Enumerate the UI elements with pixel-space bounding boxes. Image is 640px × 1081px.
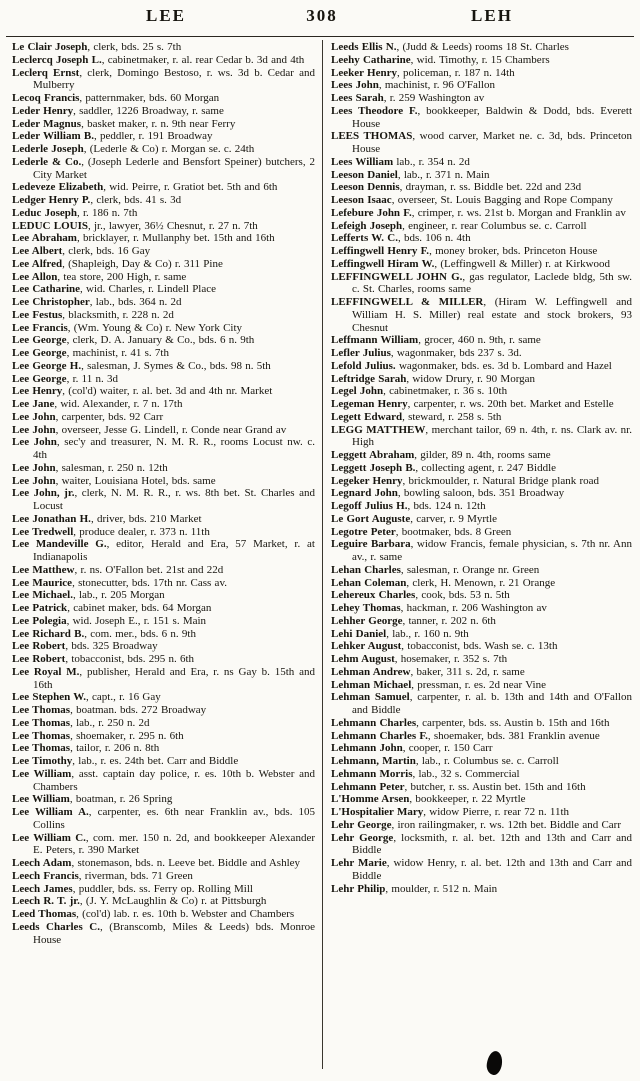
directory-entry: Lehmann Morris, lab., 32 s. Commercial (331, 767, 520, 780)
directory-entry: Leech Adam, stonemason, bds. n. Leeve bet. Biddle and Ashley (12, 857, 301, 869)
directory-entry: Lee Jonathan H., driver, bds. 210 Market (12, 512, 202, 525)
directory-entry: Lee William C., com. mer. 150 n. 2d, and bookkeeper Alexander E. Peters, r. 390 Market (12, 831, 315, 857)
directory-entry: Lee Christopher, lab., bds. 364 n. 2d (12, 296, 182, 308)
entry-name: Lehereux Charles (331, 589, 416, 602)
entry-name: Lee Patrick (12, 602, 68, 614)
directory-entry: Lee George H., salesman, J. Symes & Co., bds. 98 n. 5th (12, 359, 271, 372)
directory-entry: Lee William, asst. captain day police, r. es. 10th b. Webster and Chambers (12, 767, 315, 793)
entry-name: Lee George (12, 372, 67, 385)
entry-name: Lee Robert (12, 640, 66, 653)
entry-name: Leffingwell Henry F. (331, 245, 430, 257)
directory-entry: Lee Maurice, stonecutter, bds. 17th nr. Cass av. (12, 576, 227, 589)
entry-name: Lee Allon (12, 270, 58, 283)
entry-name: Legoff Julius H. (331, 500, 408, 512)
directory-entry: Lehr Marie, widow Henry, r. al. bet. 12th and 13th and Carr and Biddle (331, 857, 632, 882)
directory-entry: Lee Patrick, cabinet maker, bds. 64 Morgan (12, 602, 212, 614)
directory-entry: Lees Sarah, r. 259 Washington av (331, 92, 485, 104)
directory-entry: Lees John, machinist, r. 96 O'Fallon (331, 79, 495, 92)
right-column (331, 41, 632, 1077)
directory-entry: Lederle & Co., (Joseph Lederle and Bensfort Speiner) butchers, 2 City Market (12, 155, 315, 181)
directory-entry: Leggett Joseph B., collecting agent, r. 247 Biddle (331, 461, 557, 474)
entry-name: Lee George (12, 334, 67, 347)
directory-entry: Legeman Henry, carpenter, r. ws. 20th bet. Market and Estelle (331, 398, 614, 410)
entry-name: Leech James (12, 882, 73, 895)
entry-name: Lehher George (331, 614, 403, 627)
directory-entry: Legel John, cabinetmaker, r. 36 s. 10th (331, 385, 508, 398)
entry-name: Lehey Thomas (331, 602, 401, 614)
directory-entry: LEES THOMAS, wood carver, Market ne. c. 3d, bds. Princeton House (331, 130, 632, 155)
entry-name: LEGG MATTHEW (331, 423, 426, 436)
directory-entry: Lee Timothy, lab., r. es. 24th bet. Carr and Biddle (12, 755, 239, 767)
directory-entry: Lee George, machinist, r. 41 s. 7th (12, 347, 169, 359)
entry-name: Lehman Andrew (331, 665, 411, 678)
directory-entry: Lehmann Charles, carpenter, bds. ss. Austin b. 15th and 16th (331, 716, 610, 729)
entry-name: Leeson Daniel (331, 168, 398, 181)
entry-name: Lee Francis (12, 321, 68, 334)
entry-name: Lee Timothy (12, 755, 73, 767)
entry-name: Lee William A. (12, 806, 89, 818)
directory-entry: Lehan Coleman, clerk, H. Menown, r. 21 Orange (331, 576, 556, 589)
directory-entry: Leech R. T. jr., (J. Y. McLaughlin & Co) r. at Pittsburgh (12, 895, 267, 908)
entry-name: Leftridge Sarah (331, 372, 407, 385)
directory-entry: Lee George, clerk, D. A. January & Co., bds. 6 n. 9th (12, 334, 255, 347)
entry-name: Lee John (12, 461, 56, 474)
directory-entry: LEDUC LOUIS, jr., lawyer, 36½ Chesnut, r. 27 n. 7th (12, 219, 258, 232)
entry-name: Leech R. T. jr. (12, 895, 80, 908)
entry-name: Lees Sarah (331, 92, 384, 104)
entry-name: Leed Thomas (12, 908, 77, 920)
directory-entry: Lee Festus, blacksmith, r. 228 n. 2d (12, 308, 174, 321)
directory-entry: L'Hospitalier Mary, widow Pierre, r. rear 72 n. 11th (331, 806, 570, 818)
entry-name: Lee Tredwell (12, 525, 74, 538)
entry-name: Lee John (12, 436, 57, 449)
directory-entry: Lee William A., carpenter, es. 6th near Franklin av., bds. 105 Collins (12, 806, 315, 831)
entry-name: Lehi Daniel (331, 627, 387, 640)
directory-entry: LEFFINGWELL JOHN G., gas regulator, Laclede bldg, 5th sw. c. St. Charles, rooms same (331, 270, 632, 296)
directory-entry: Leduc Joseph, r. 186 n. 7th (12, 206, 138, 219)
entry-name: Lehmann Charles (331, 716, 417, 729)
entry-name: Lehmann, Martin (331, 755, 416, 767)
entry-name: Lefferts W. C. (331, 232, 398, 245)
directory-entry: Lehan Charles, salesman, r. Orange nr. Green (331, 563, 540, 576)
entry-name: Lees John (331, 79, 379, 92)
directory-entry: Lees William lab., r. 354 n. 2d (331, 155, 470, 168)
directory-entry: Lee Tredwell, produce dealer, r. 373 n. 11th (12, 525, 210, 538)
entry-name: L'Homme Arsen (331, 793, 410, 806)
directory-entry: Lee Michael., lab., r. 205 Morgan (12, 589, 165, 602)
entry-name: Ledger Henry P. (12, 194, 91, 206)
directory-entry: Lee Albert, clerk, bds. 16 Gay (12, 245, 151, 257)
directory-entry: Lehmann John, cooper, r. 150 Carr (331, 742, 493, 755)
directory-entry: Leclercq Joseph L., cabinetmaker, r. al. rear Cedar b. 3d and 4th (12, 53, 305, 66)
directory-entry: Ledeveze Elizabeth, wid. Peirre, r. Gratiot bet. 5th and 6th (12, 181, 278, 194)
directory-entry: Lehr George, iron railingmaker, r. ws. 12th bet. Biddle and Carr (331, 818, 621, 831)
entry-name: Lehr Marie (331, 857, 387, 869)
directory-entry: Leffingwell Henry F., money broker, bds. Princeton House (331, 245, 598, 257)
directory-entry: Lee Robert, bds. 325 Broadway (12, 640, 158, 653)
entry-name: Lee Festus (12, 308, 63, 321)
entry-name: Leech Adam (12, 857, 72, 869)
entry-name: Ledeveze Elizabeth (12, 181, 104, 194)
entry-name: Lee George (12, 347, 67, 359)
directory-entry: Leech Francis, riverman, bds. 71 Green (12, 869, 193, 882)
directory-entry: Le Gort Auguste, carver, r. 9 Myrtle (331, 512, 498, 525)
entry-name: Lehmann Morris (331, 767, 413, 780)
directory-entry: Leclerq Ernst, clerk, Domingo Bestoso, r. ws. 3d b. Cedar and Mulberry (12, 66, 315, 92)
entry-name: Lee John (12, 410, 56, 423)
column-divider (322, 40, 323, 1069)
directory-entry: Lehey Thomas, hackman, r. 206 Washington av (331, 602, 547, 614)
entry-name: Lee Alfred (12, 257, 63, 270)
entry-name: Lee John (12, 423, 56, 436)
directory-entry: Lehmann Peter, butcher, r. ss. Austin bet. 15th and 16th (331, 780, 586, 793)
entry-name: Legeker Henry (331, 474, 403, 487)
directory-entry: Lehereux Charles, cook, bds. 53 n. 5th (331, 589, 510, 602)
entry-name: Lecoq Francis (12, 92, 80, 104)
entry-name: Lehan Charles (331, 563, 401, 576)
directory-entry: Leeson Dennis, drayman, r. ss. Biddle bet. 22d and 23d (331, 181, 582, 194)
entry-name: Lederle & Co. (12, 155, 82, 168)
entry-name: Leclerq Ernst (12, 66, 80, 79)
directory-entry: Lee Abraham, bricklayer, r. Mullanphy bet. 15th and 16th (12, 232, 275, 245)
directory-entry: Lee Francis, (Wm. Young & Co) r. New York City (12, 321, 243, 334)
directory-entry: Lehi Daniel, lab., r. 160 n. 9th (331, 627, 469, 640)
entry-name: Lehr George (331, 818, 392, 831)
entry-name: Lee Catharine (12, 283, 81, 296)
directory-entry: Lefebure John F., crimper, r. ws. 21st b. Morgan and Franklin av (331, 206, 626, 219)
directory-entry: Lehmann Charles F., shoemaker, bds. 381 Franklin avenue (331, 729, 600, 742)
entry-name: Lefler Julius (331, 347, 391, 359)
directory-entry: Lehher George, tanner, r. 202 n. 6th (331, 614, 496, 627)
directory-entry: Lee Thomas, boatman. bds. 272 Broadway (12, 704, 207, 716)
entry-name: Lehm August (331, 653, 395, 665)
entry-name: Leffmann William (331, 334, 419, 347)
entry-name: Lehker August (331, 640, 402, 653)
entry-name: Lehmann Peter (331, 780, 405, 793)
directory-entry: Leech James, puddler, bds. ss. Ferry op. Rolling Mill (12, 882, 253, 895)
directory-entry: Legotre Peter, bootmaker, bds. 8 Green (331, 525, 512, 538)
directory-entry: Legoff Julius H., bds. 124 n. 12th (331, 500, 486, 512)
entry-name: Lefeigh Joseph (331, 219, 403, 232)
directory-entry: Lee Royal M., publisher, Herald and Era, r. ns Gay b. 15th and 16th (12, 665, 315, 691)
entry-name: Leeker Henry (331, 66, 397, 79)
directory-entry: Leeson Daniel, lab., r. 371 n. Main (331, 168, 490, 181)
directory-entry: Lee John, carpenter, bds. 92 Carr (12, 410, 164, 423)
entry-name: Lee Michael. (12, 589, 73, 602)
entry-name: Lee Albert (12, 245, 63, 257)
directory-entry: Leehy Catharine, wid. Timothy, r. 15 Chambers (331, 53, 550, 66)
entry-name: L'Hospitalier Mary (331, 806, 424, 818)
directory-entry: Lehm August, hosemaker, r. 352 s. 7th (331, 653, 508, 665)
directory-entry: Leder William B., peddler, r. 191 Broadway (12, 130, 213, 143)
directory-entry: Lee John, sec'y and treasurer, N. M. R. R., rooms Locust nw. c. 4th (12, 436, 315, 461)
entry-name: Lefold Julius. (331, 359, 396, 372)
directory-entry: Lee Thomas, tailor, r. 206 n. 8th (12, 742, 160, 755)
directory-entry: Le Clair Joseph, clerk, bds. 25 s. 7th (12, 41, 182, 53)
directory-entry: Lehmann, Martin, lab., r. Columbus se. c. Carroll (331, 755, 559, 767)
directory-entry: Lefold Julius. wagonmaker, bds. es. 3d b. Lombard and Hazel (331, 359, 612, 372)
entry-name: Lee Thomas (12, 742, 71, 755)
directory-entry: Lehman Samuel, carpenter, r. al. b. 13th and 14th and O'Fallon and Biddle (331, 691, 632, 716)
entry-name: Lehan Coleman (331, 576, 407, 589)
entry-name: Legeman Henry (331, 398, 408, 410)
directory-entry: LEGG MATTHEW, merchant tailor, 69 n. 4th, r. ns. Clark av. nr. High (331, 423, 632, 449)
directory-entry: Leeker Henry, policeman, r. 187 n. 14th (331, 66, 515, 79)
entry-name: Lee Abraham (12, 232, 77, 245)
entry-name: LEES THOMAS (331, 130, 413, 143)
entry-name: Lehman Michael (331, 678, 412, 691)
directory-entry: Lee Stephen W., capt., r. 16 Gay (12, 691, 161, 704)
entry-name: Lee John, jr. (12, 487, 75, 500)
entry-name: Lee William (12, 767, 72, 780)
entry-name: Leder Magnus (12, 117, 82, 130)
entry-name: Legnard John (331, 487, 398, 500)
entry-name: LEDUC LOUIS (12, 219, 88, 232)
directory-entry: Legeker Henry, brickmoulder, r. Natural Bridge plank road (331, 474, 600, 487)
entry-name: Lee William (12, 793, 70, 806)
directory-entry: Lefeigh Joseph, engineer, r. rear Columbus se. c. Carroll (331, 219, 587, 232)
entry-name: Legel John (331, 385, 384, 398)
entry-name: Leeson Isaac (331, 194, 392, 206)
directory-entry: Lee George, r. 11 n. 3d (12, 372, 118, 385)
entry-name: Leffingwell Hiram W. (331, 257, 435, 270)
directory-entry: Lee Alfred, (Shapleigh, Day & Co) r. 311 Pine (12, 257, 223, 270)
entry-name: Le Clair Joseph (12, 41, 88, 53)
directory-entry: Lee Robert, tobacconist, bds. 295 n. 6th (12, 653, 195, 665)
directory-entry: Leggett Abraham, gilder, 89 n. 4th, rooms same (331, 449, 551, 461)
entry-name: Leggett Joseph B. (331, 461, 416, 474)
entry-name: Lee Matthew (12, 563, 75, 576)
directory-entry: Legett Edward, steward, r. 258 s. 5th (331, 410, 502, 423)
entry-name: Lees Theodore F. (331, 104, 418, 117)
entry-name: Lehmann John (331, 742, 403, 755)
directory-entry: Lee Thomas, lab., r. 250 n. 2d (12, 716, 150, 729)
entry-name: Legett Edward (331, 410, 403, 423)
directory-entry: Leeds Ellis N., (Judd & Leeds) rooms 18 St. Charles (331, 41, 569, 53)
entry-name: Leeson Dennis (331, 181, 400, 194)
directory-entry: Leguire Barbara, widow Francis, female physician, s. 7th nr. Ann av., r. same (331, 538, 632, 563)
entry-name: Leder Henry (12, 104, 74, 117)
directory-entry: LEFFINGWELL & MILLER, (Hiram W. Leffingwell and William H. S. Miller) real estate and stock brokers, 93 Chesnut (331, 296, 632, 334)
entry-name: Lee George H. (12, 359, 82, 372)
entry-name: Lehmann Charles F. (331, 729, 428, 742)
directory-entry: Lehman Andrew, baker, 311 s. 2d, r. same (331, 665, 525, 678)
directory-entry: Leffingwell Hiram W., (Leffingwell & Miller) r. at Kirkwood (331, 257, 611, 270)
entry-name: Lee Jane (12, 398, 55, 410)
directory-entry: Lee Polegia, wid. Joseph E., r. 151 s. Main (12, 614, 207, 627)
entry-name: Leclercq Joseph L. (12, 53, 102, 66)
header-section-right: LEH (471, 6, 513, 25)
directory-entry: Leder Henry, saddler, 1226 Broadway, r. same (12, 104, 224, 117)
directory-entry: Lehman Michael, pressman, r. es. 2d near Vine (331, 678, 546, 691)
entry-name: Leggett Abraham (331, 449, 415, 461)
directory-entry: Leftridge Sarah, widow Drury, r. 90 Morgan (331, 372, 536, 385)
entry-name: Lefebure John F. (331, 206, 412, 219)
entry-name: Legotre Peter (331, 525, 396, 538)
directory-entry: Lee Henry, (col'd) waiter, r. al. bet. 3d and 4th nr. Market (12, 385, 273, 398)
directory-entry: Lefferts W. C., bds. 106 n. 4th (331, 232, 471, 245)
directory-entry: Leeson Isaac, overseer, St. Louis Bagging and Rope Company (331, 194, 613, 206)
entry-name: Lehr Philip (331, 882, 386, 895)
directory-entry: Leed Thomas, (col'd) lab. r. es. 10th b. Webster and Chambers (12, 908, 295, 920)
directory-entry: Ledger Henry P., clerk, bds. 41 s. 3d (12, 194, 182, 206)
entry-name: Leguire Barbara (331, 538, 411, 551)
entry-name: Lee Royal M. (12, 665, 80, 678)
entry-name: Lee Robert (12, 653, 66, 665)
entry-name: Lehman Samuel (331, 691, 410, 704)
directory-entry: Lehker August, tobacconist, bds. Wash se. c. 13th (331, 640, 558, 653)
entry-name: Lee Thomas (12, 704, 71, 716)
directory-entry: Lee Mandeville G., editor, Herald and Era, 57 Market, r. at Indianapolis (12, 538, 315, 563)
entry-name: Leehy Catharine (331, 53, 411, 66)
directory-entry: Lee Catharine, wid. Charles, r. Lindell Place (12, 283, 217, 296)
entry-name: Leduc Joseph (12, 206, 77, 219)
directory-entry: Lees Theodore F., bookkeeper, Baldwin & Dodd, bds. Everett House (331, 104, 632, 130)
entry-name: Le Gort Auguste (331, 512, 411, 525)
directory-entry: Lefler Julius, wagonmaker, bds 237 s. 3d. (331, 347, 522, 359)
directory-entry: Lee Allon, tea store, 200 High, r. same (12, 270, 187, 283)
entry-name: Lee Henry (12, 385, 63, 398)
directory-entry: Leffmann William, grocer, 460 n. 9th, r. same (331, 334, 541, 347)
directory-entry: Lee Matthew, r. ns. O'Fallon bet. 21st and 22d (12, 563, 224, 576)
directory-entry: Legnard John, bowling saloon, bds. 351 Broadway (331, 487, 565, 500)
entry-name: Leech Francis (12, 869, 79, 882)
directory-entry: Lee William, boatman, r. 26 Spring (12, 793, 173, 806)
directory-entry: Lee Richard B., com. mer., bds. 6 n. 9th (12, 627, 196, 640)
directory-entry: Lecoq Francis, patternmaker, bds. 60 Morgan (12, 92, 220, 104)
entry-name: Lee Jonathan H. (12, 512, 91, 525)
directory-entry: Lee John, salesman, r. 250 n. 12th (12, 461, 168, 474)
entry-name: LEFFINGWELL JOHN G. (331, 270, 463, 283)
entry-name: Lee Thomas (12, 716, 71, 729)
entry-name: Lehr George (331, 831, 394, 844)
directory-entry: Lehr Philip, moulder, r. 512 n. Main (331, 882, 498, 895)
entry-name: Lederle Joseph (12, 143, 84, 155)
directory-entry: Leeds Charles C., (Branscomb, Miles & Leeds) bds. Monroe House (12, 920, 315, 946)
directory-entry: Leder Magnus, basket maker, r. n. 9th near Ferry (12, 117, 236, 130)
directory-entry: Lee John, overseer, Jesse G. Lindell, r. Conde near Grand av (12, 423, 287, 436)
entry-name: Lee Stephen W. (12, 691, 87, 704)
entry-name: Leeds Charles C. (12, 920, 100, 933)
entry-name: Lee Mandeville G. (12, 538, 107, 551)
entry-name: Leder William B. (12, 130, 94, 143)
page-number: 308 (306, 6, 338, 25)
entry-name: Lees William (331, 155, 394, 168)
entry-name: Lee Maurice (12, 576, 73, 589)
entry-name: Lee Thomas (12, 729, 71, 742)
directory-entry: L'Homme Arsen, bookkeeper, r. 22 Myrtle (331, 793, 526, 806)
entry-name: LEFFINGWELL & MILLER (331, 296, 484, 308)
directory-entry: Lee John, jr., clerk, N. M. R. R., r. ws. 8th bet. St. Charles and Locust (12, 487, 315, 512)
entry-name: Lee Richard B. (12, 627, 85, 640)
directory-entry: Lee John, waiter, Louisiana Hotel, bds. same (12, 474, 216, 487)
entry-name: Lee Polegia (12, 614, 67, 627)
header-section-left: LEE (145, 6, 187, 25)
entry-name: Lee William C. (12, 831, 86, 844)
entry-name: Lee Christopher (12, 296, 90, 308)
header-rule (6, 36, 634, 37)
entry-name: Lee John (12, 474, 56, 487)
entry-name: Leeds Ellis N. (331, 41, 397, 53)
directory-entry: Lee Thomas, shoemaker, r. 295 n. 6th (12, 729, 184, 742)
page-header (0, 0, 640, 36)
directory-entry: Lee Jane, wid. Alexander, r. 7 n. 17th (12, 398, 183, 410)
directory-entry: Lehr George, locksmith, r. al. bet. 12th and 13th and Carr and Biddle (331, 831, 632, 857)
directory-entry: Lederle Joseph, (Lederle & Co) r. Morgan se. c. 24th (12, 143, 255, 155)
left-column (12, 41, 315, 1077)
